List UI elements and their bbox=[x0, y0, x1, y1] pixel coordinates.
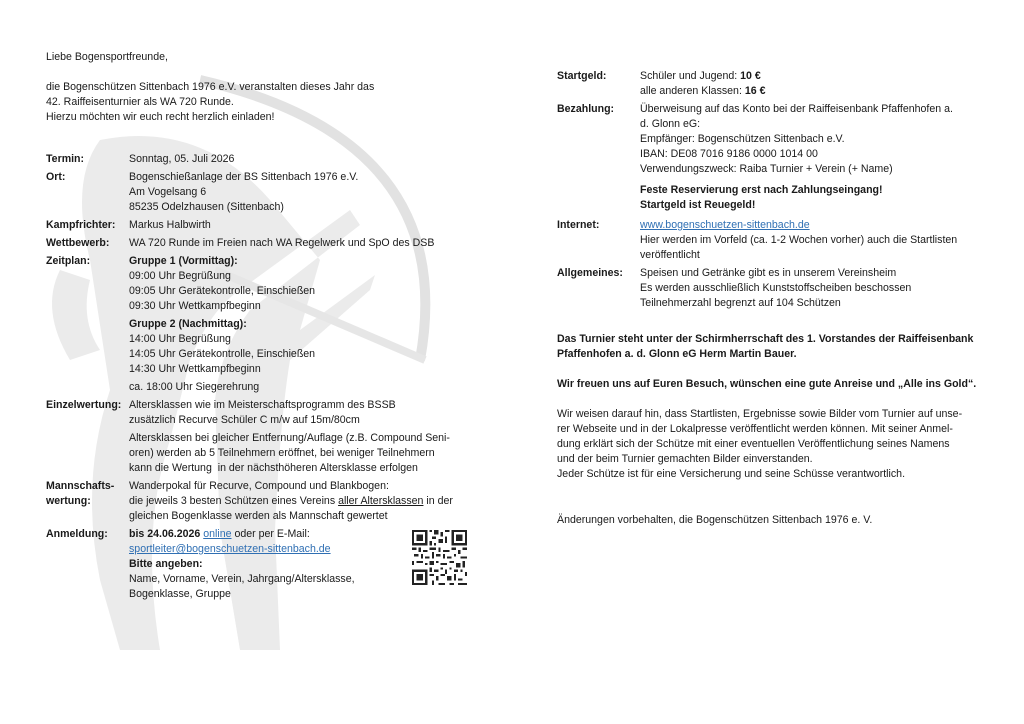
schedule-item: 09:00 Uhr Begrüßung bbox=[129, 270, 231, 282]
kampfrichter-row bbox=[46, 218, 476, 233]
field-list: Bogenklasse, Gruppe bbox=[129, 588, 231, 600]
schedule-item: 14:30 Uhr Wettkampfbeginn bbox=[129, 363, 261, 375]
mannschaft-line: gleichen Bogenklasse werden als Mannschaft gewertet bbox=[129, 510, 388, 522]
allgemeines-row bbox=[557, 266, 997, 311]
schedule-item: 09:30 Uhr Wettkampfbeginn bbox=[129, 300, 261, 312]
internet-row bbox=[557, 218, 997, 263]
einzelwertung-line: zusätzlich Recurve Schüler C m/w auf 15m/80cm bbox=[129, 414, 360, 426]
termin-value: Sonntag, 05. Juli 2026 bbox=[129, 153, 235, 165]
intro-line: 42. Raiffeisenturnier als WA 720 Runde. bbox=[46, 96, 234, 108]
termin-row bbox=[46, 152, 476, 167]
left-page bbox=[46, 50, 476, 605]
allgemeines-label: Allgemeines: bbox=[557, 267, 623, 279]
mannschaft-line bbox=[129, 494, 476, 509]
einzelwertung-line: oren) werden ab 5 Teilnehmern eröffnet, bei weniger Teilnehmern bbox=[129, 447, 435, 459]
ort-label: Ort: bbox=[46, 171, 66, 183]
bezahlung-line: Empfänger: Bogenschützen Sittenbach e.V. bbox=[640, 133, 845, 145]
greeting: Liebe Bogensportfreunde, bbox=[46, 51, 168, 63]
greeting-closing: Wir freuen uns auf Euren Besuch, wünschen eine gute Anreise und „Alle ins Gold“. bbox=[557, 378, 977, 390]
mannschaft-line: Wanderpokal für Recurve, Compound und Blankbogen: bbox=[129, 480, 389, 492]
termin-label: Termin: bbox=[46, 153, 85, 165]
ort-line: Am Vogelsang 6 bbox=[129, 186, 207, 198]
schedule-item: 14:00 Uhr Begrüßung bbox=[129, 333, 231, 345]
bezahlung-line: IBAN: DE08 7016 9186 0000 1014 00 bbox=[640, 148, 818, 160]
mannschaft-row bbox=[46, 479, 476, 524]
internet-label: Internet: bbox=[557, 219, 600, 231]
einzelwertung-line: Altersklassen bei gleicher Entfernung/Auflage (z.B. Compound Seni- bbox=[129, 432, 450, 444]
mannschaft-label: Mannschafts- bbox=[46, 480, 115, 492]
text: die jeweils 3 besten Schützen eines Vereins bbox=[129, 495, 339, 507]
einzelwertung-label: Einzelwertung: bbox=[46, 399, 122, 411]
wettbewerb-row bbox=[46, 236, 476, 251]
internet-line: veröffentlicht bbox=[640, 249, 700, 261]
deadline: bis 24.06.2026 bbox=[129, 528, 201, 540]
wettbewerb-label: Wettbewerb: bbox=[46, 237, 110, 249]
allgemeines-line: Es werden ausschließlich Kunststoffscheiben beschossen bbox=[640, 282, 912, 294]
kampfrichter-value: Markus Halbwirth bbox=[129, 219, 211, 231]
bezahlung-row bbox=[557, 102, 997, 213]
schedule-item: 09:05 Uhr Gerätekontrolle, Einschießen bbox=[129, 285, 316, 297]
payment-notice: Startgeld ist Reuegeld! bbox=[640, 199, 756, 211]
startgeld-label: Startgeld: bbox=[557, 70, 607, 82]
payment-notice: Feste Reservierung erst nach Zahlungseingang! bbox=[640, 184, 883, 196]
qr-code-icon[interactable] bbox=[412, 530, 467, 585]
footer-note: Änderungen vorbehalten, die Bogenschützen Sittenbach 1976 e. V. bbox=[557, 514, 873, 526]
bezahlung-line: d. Glonn eG: bbox=[640, 118, 701, 130]
schedule-item: 14:05 Uhr Gerätekontrolle, Einschießen bbox=[129, 348, 316, 360]
einzelwertung-row bbox=[46, 398, 476, 476]
zeitplan-row bbox=[46, 254, 476, 395]
wettbewerb-value: WA 720 Runde im Freien nach WA Regelwerk und SpO des DSB bbox=[129, 237, 435, 249]
schirmherr-line: Das Turnier steht unter der Schirmherrschaft des 1. Vorstandes der Raiffeisenbank bbox=[557, 333, 974, 345]
mannschaft-label: wertung: bbox=[46, 495, 91, 507]
ort-line: 85235 Odelzhausen (Sittenbach) bbox=[129, 201, 284, 213]
startgeld-row bbox=[557, 69, 997, 99]
field-list: Name, Vorname, Verein, Jahrgang/Altersklasse, bbox=[129, 573, 355, 585]
underlined-text: aller Altersklassen bbox=[338, 495, 424, 507]
zeitplan-label: Zeitplan: bbox=[46, 255, 91, 267]
bezahlung-line: Überweisung auf das Konto bei der Raiffeisenbank Pfaffenhofen a. bbox=[640, 103, 953, 115]
internet-line: Hier werden im Vorfeld (ca. 1-2 Wochen vorher) auch die Startlisten bbox=[640, 234, 958, 246]
email-link[interactable]: sportleiter@bogenschuetzen-sittenbach.de bbox=[129, 543, 331, 555]
website-link[interactable]: www.bogenschuetzen-sittenbach.de bbox=[640, 219, 810, 231]
bezahlung-label: Bezahlung: bbox=[557, 103, 615, 115]
kampfrichter-label: Kampfrichter: bbox=[46, 219, 116, 231]
hinweis-line: Wir weisen darauf hin, dass Startlisten, Ergebnisse sowie Bilder vom Turnier auf unse- bbox=[557, 408, 963, 420]
intro-line: die Bogenschützen Sittenbach 1976 e.V. veranstalten dieses Jahr das bbox=[46, 81, 375, 93]
ort-row bbox=[46, 170, 476, 215]
intro-line: Hierzu möchten wir euch recht herzlich einladen! bbox=[46, 111, 275, 123]
einzelwertung-line: kann die Wertung in der nächsthöheren Altersklasse erfolgen bbox=[129, 462, 418, 474]
price: 16 € bbox=[744, 85, 766, 97]
text: in der bbox=[423, 495, 453, 507]
hinweis-line: dung erklärt sich der Schütze mit einer eventuellen Veröffentlichung seines Namens bbox=[557, 438, 950, 450]
price: 10 € bbox=[740, 70, 761, 82]
ort-line: Bogenschießanlage der BS Sittenbach 1976 e.V. bbox=[129, 171, 359, 183]
right-page bbox=[557, 69, 997, 528]
hinweis-line: Jeder Schütze ist für eine Versicherung und seine Schüsse verantwortlich. bbox=[557, 468, 906, 480]
or-email: oder per E-Mail: bbox=[231, 528, 310, 540]
bezahlung-line: Verwendungszweck: Raiba Turnier + Verein (+ Name) bbox=[640, 163, 893, 175]
anmeldung-label: Anmeldung: bbox=[46, 528, 108, 540]
gruppe1-title: Gruppe 1 (Vormittag): bbox=[129, 255, 238, 267]
hinweis-line: rer Webseite und in der Lokalpresse veröffentlicht werden können. Mit seiner Anmel- bbox=[557, 423, 953, 435]
text: Schüler und Jugend: bbox=[640, 70, 741, 82]
online-link[interactable]: online bbox=[203, 528, 232, 540]
einzelwertung-line: Altersklassen wie im Meisterschaftsprogramm des BSSB bbox=[129, 399, 396, 411]
gruppe2-title: Gruppe 2 (Nachmittag): bbox=[129, 318, 247, 330]
bitte-angeben: Bitte angeben: bbox=[129, 558, 203, 570]
schirmherr-line: Pfaffenhofen a. d. Glonn eG Herm Martin Bauer. bbox=[557, 348, 797, 360]
siegerehrung: ca. 18:00 Uhr Siegerehrung bbox=[129, 381, 260, 393]
allgemeines-line: Speisen und Getränke gibt es in unserem Vereinsheim bbox=[640, 267, 897, 279]
hinweis-line: und der beim Turnier gemachten Bilder einverstanden. bbox=[557, 453, 813, 465]
allgemeines-line: Teilnehmerzahl begrenzt auf 104 Schützen bbox=[640, 297, 841, 309]
text: alle anderen Klassen: bbox=[640, 85, 745, 97]
